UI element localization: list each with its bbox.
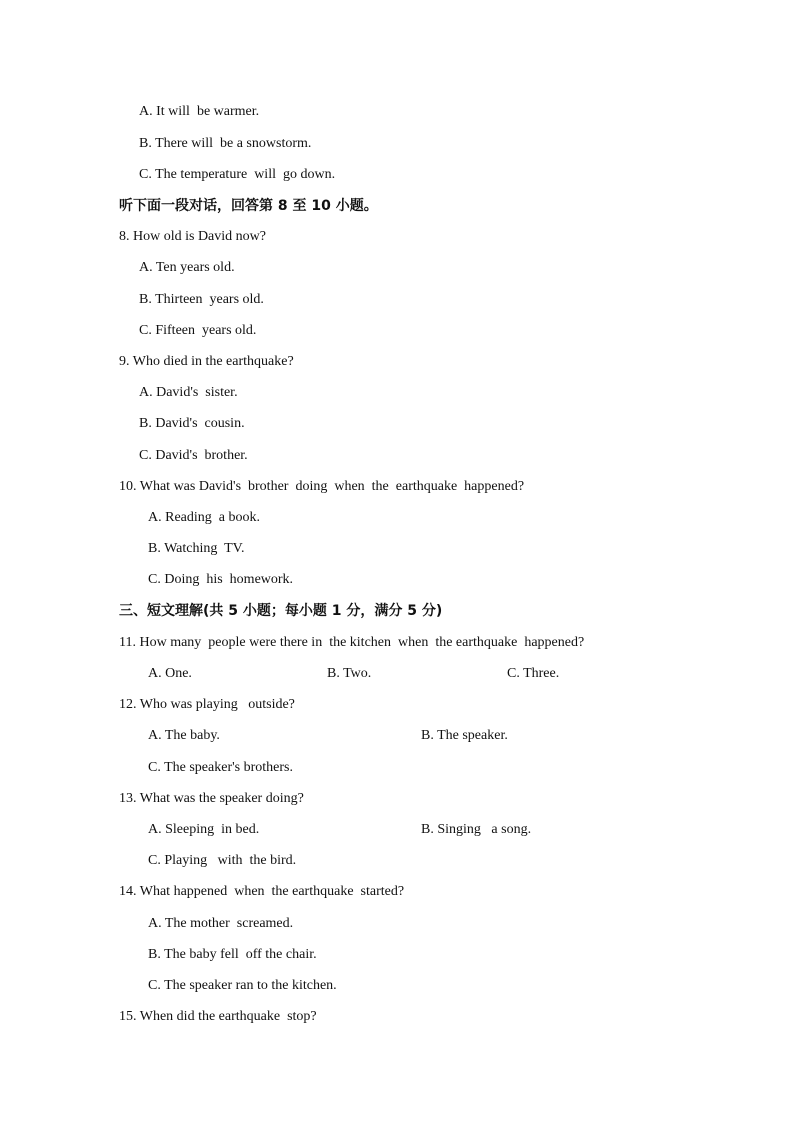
q11-option-c: C. Three. [507, 666, 560, 681]
question-11: 11. How many people were there in the kitchen when the earthquake happened? [119, 635, 585, 650]
q8-option-b: B. Thirteen years old. [139, 292, 264, 307]
q8-option-a: A. Ten years old. [139, 260, 235, 275]
q11-option-a: A. One. [148, 666, 192, 681]
option-a: A. It will be warmer. [139, 104, 260, 119]
question-8: 8. How old is David now? [119, 229, 266, 244]
q12-option-a: A. The baby. [148, 728, 220, 743]
option-c: C. The temperature will go down. [139, 167, 336, 182]
section-3-heading: 三、短文理解(共 5 小题；每小题 1 分，满分 5 分) [119, 603, 443, 619]
q14-option-b: B. The baby fell off the chair. [148, 947, 317, 962]
q8-option-c: C. Fifteen years old. [139, 323, 257, 338]
q14-option-a: A. The mother screamed. [148, 916, 294, 931]
question-15: 15. When did the earthquake stop? [119, 1009, 317, 1024]
q11-option-b: B. Two. [327, 666, 372, 681]
q9-option-c: C. David's brother. [139, 448, 248, 463]
question-9: 9. Who died in the earthquake? [119, 354, 294, 369]
question-10: 10. What was David's brother doing when the earthquake happened? [119, 479, 525, 494]
question-12: 12. Who was playing outside? [119, 697, 295, 712]
q13-option-b: B. Singing a song. [421, 822, 532, 837]
q10-option-c: C. Doing his homework. [148, 572, 294, 587]
question-14: 14. What happened when the earthquake started? [119, 884, 405, 899]
q14-option-c: C. The speaker ran to the kitchen. [148, 978, 337, 993]
q10-option-a: A. Reading a book. [148, 510, 260, 525]
q10-option-b: B. Watching TV. [148, 541, 245, 556]
q9-option-a: A. David's sister. [139, 385, 238, 400]
q12-option-c: C. The speaker's brothers. [148, 760, 293, 775]
q12-option-b: B. The speaker. [421, 728, 508, 743]
q13-option-a: A. Sleeping in bed. [148, 822, 260, 837]
option-b: B. There will be a snowstorm. [139, 136, 312, 151]
question-13: 13. What was the speaker doing? [119, 791, 304, 806]
q9-option-b: B. David's cousin. [139, 416, 245, 431]
listening-instruction-heading: 听下面一段对话，回答第 8 至 10 小题。 [119, 198, 378, 214]
q13-option-c: C. Playing with the bird. [148, 853, 297, 868]
